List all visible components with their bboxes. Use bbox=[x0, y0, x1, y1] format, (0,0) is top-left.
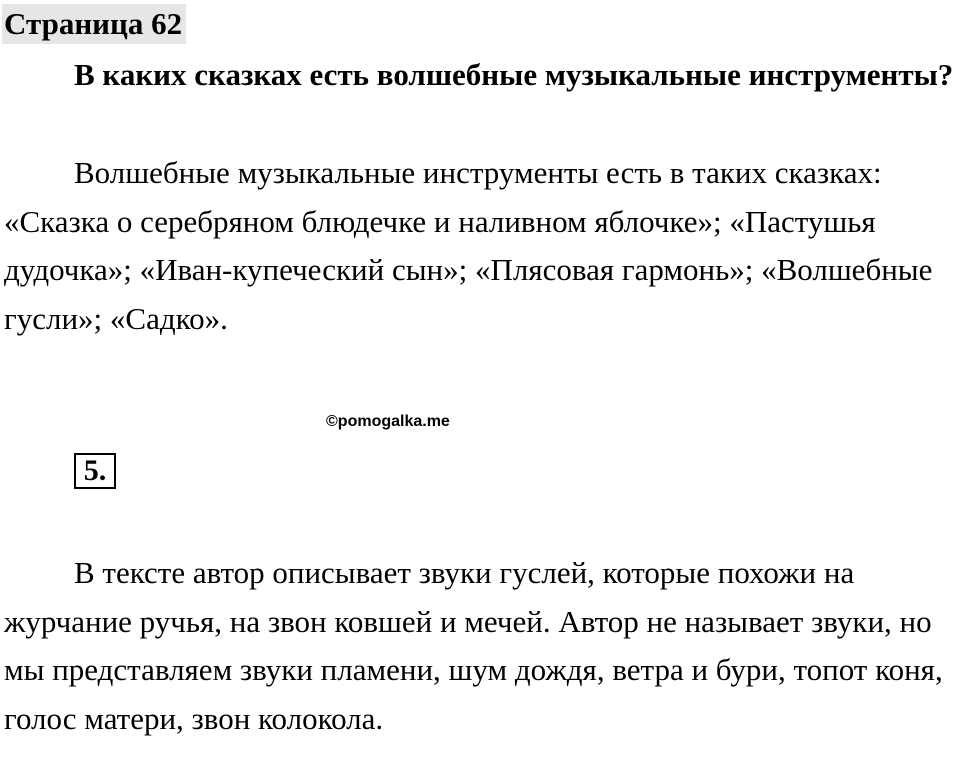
task-number-badge: 5. bbox=[74, 453, 116, 489]
answer-paragraph-1: Волшебные музыкальные инструменты есть в таких сказках: «Сказка о серебряном блюдечке и наливном яблочке»; «Пастушья дудочка»; «Иван-купеческий сын»; «Плясовая гармонь»; «Волшебные гусли»; «Садко». bbox=[4, 155, 933, 336]
page-title: Страница 62 bbox=[2, 4, 186, 44]
question-text: В каких сказках есть волшебные музыкальные инструменты? bbox=[74, 57, 954, 92]
answer-paragraph-2: В тексте автор описывает звуки гуслей, которые похожи на журчание ручья, на звон ковшей и мечей. Автор не называет звуки, но мы представляем звуки пламени, шум дождя, ветра и бури, топот коня, голос матери, звон колокола. bbox=[4, 555, 943, 736]
watermark: ©pomogalka.me bbox=[326, 413, 450, 430]
